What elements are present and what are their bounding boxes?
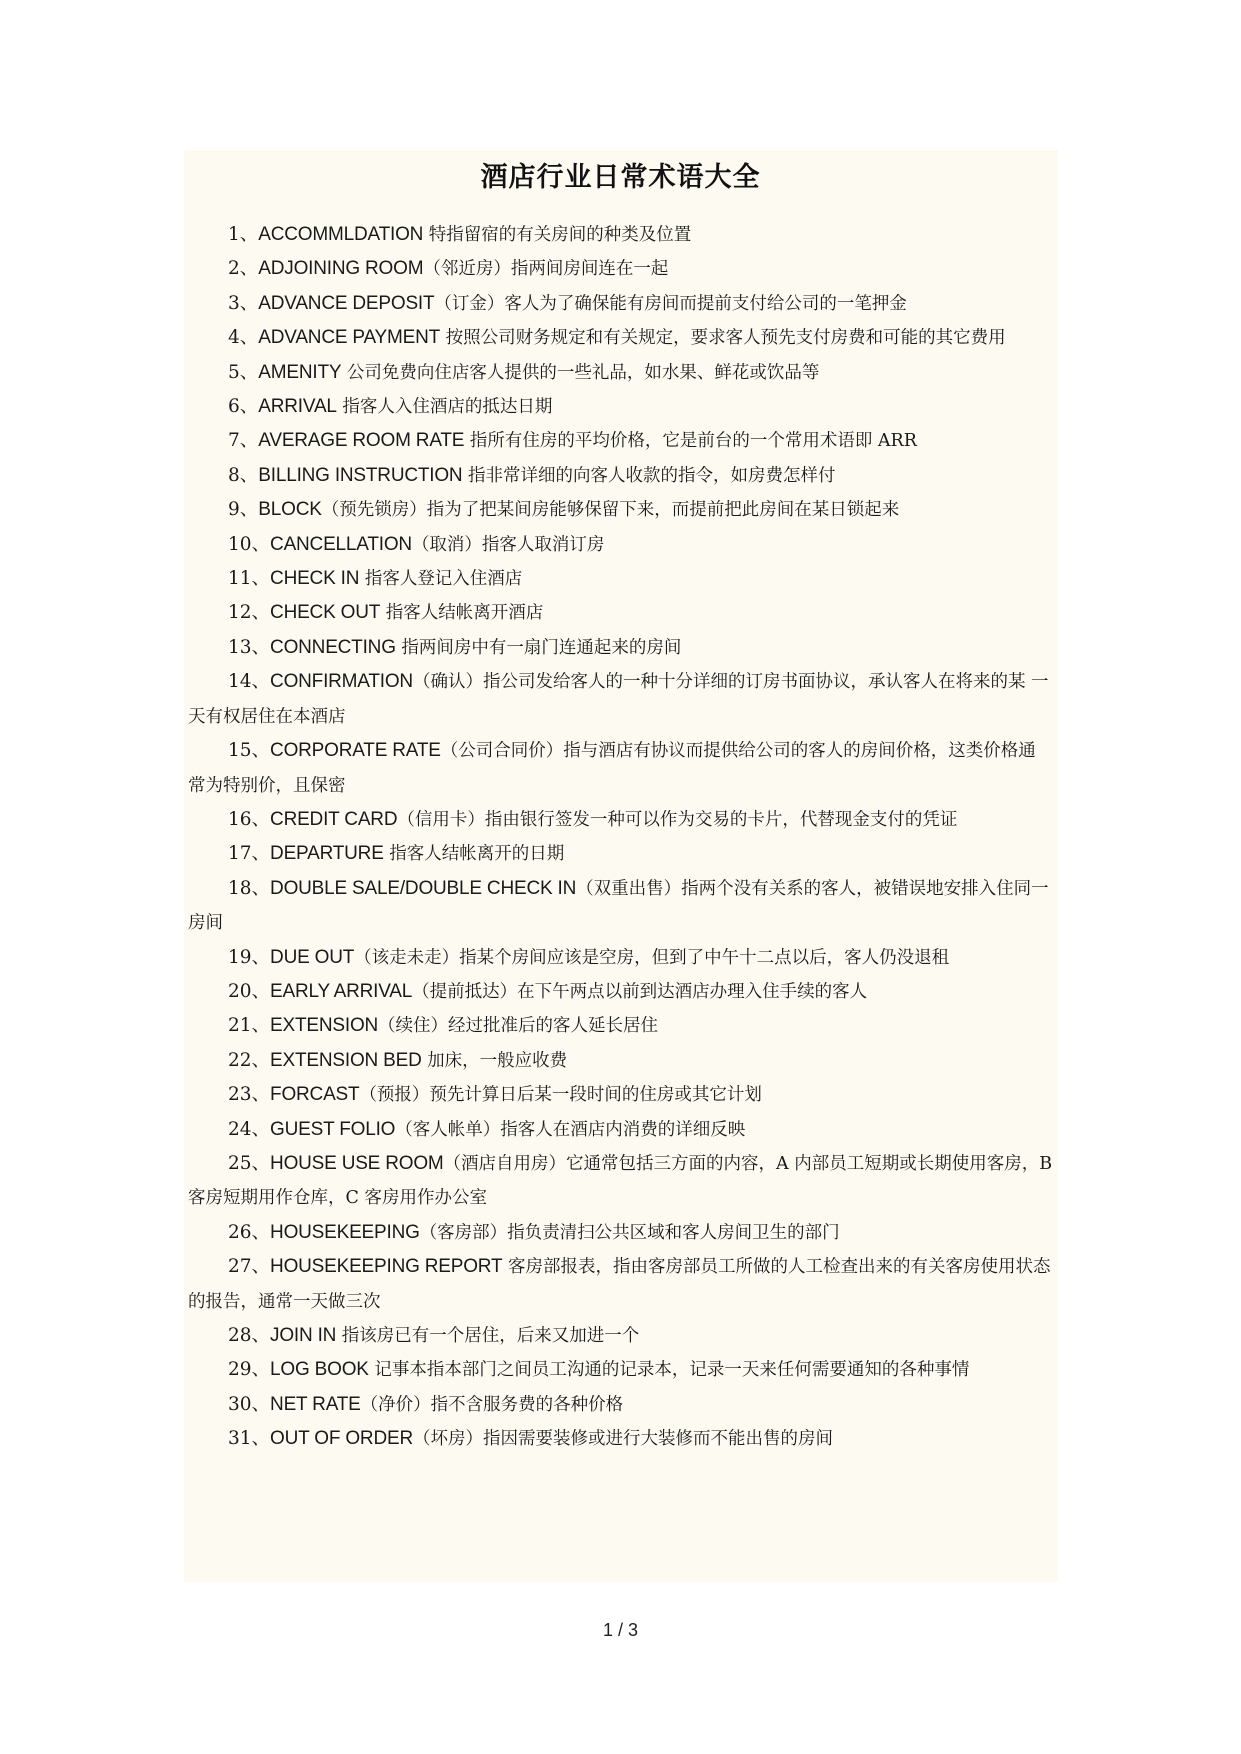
entry-number: 1、 (228, 224, 259, 245)
entry-number: 19、 (228, 946, 271, 968)
entry-term: HOUSEKEEPING (270, 1221, 420, 1243)
entry-description: （续住）经过批准后的客人延长居住 (378, 1016, 659, 1037)
term-entry (188, 1250, 1058, 1319)
term-entry (188, 596, 1058, 630)
term-entry (188, 837, 1058, 871)
entry-term: NET RATE (270, 1393, 361, 1415)
term-entry (188, 1216, 1058, 1250)
entry-number: 29、 (228, 1359, 271, 1381)
entry-description: （取消）指客人取消订房 (411, 534, 605, 555)
entry-description: （该走未走）指某个房间应该是空房，但到了中午十二点以后，客人仍没退租 (354, 947, 950, 968)
entry-term: CANCELLATION (270, 533, 412, 555)
term-entry (188, 734, 1058, 803)
term-entry (188, 941, 1058, 975)
entry-term: CONFIRMATION (270, 671, 413, 693)
entry-term: LOG BOOK (270, 1359, 369, 1381)
entry-number: 13、 (228, 636, 271, 658)
entry-description: 指客人入住酒店的抵达日期 (336, 397, 553, 418)
entry-number: 4、 (228, 327, 259, 349)
term-entry (188, 1044, 1058, 1078)
entry-description: 特指留宿的有关房间的种类及位置 (423, 225, 692, 245)
entry-description: （邻近房）指两间房间连在一起 (423, 259, 669, 280)
entry-term: ADJOINING ROOM (258, 258, 424, 280)
entry-number: 31、 (228, 1428, 271, 1450)
entry-term: EXTENSION BED (270, 1049, 422, 1071)
term-entry (188, 218, 1058, 252)
entry-number: 27、 (228, 1256, 271, 1278)
entry-number: 7、 (228, 430, 259, 452)
entry-description: （预先锁房）指为了把某间房能够保留下来，而提前把此房间在某日锁起来 (321, 500, 900, 521)
entry-term: AVERAGE ROOM RATE (258, 430, 465, 452)
term-entry (188, 975, 1058, 1009)
entry-number: 15、 (228, 740, 271, 762)
entry-term: BLOCK (258, 499, 322, 521)
term-entry (188, 1009, 1058, 1043)
entry-term: OUT OF ORDER (270, 1428, 413, 1450)
term-entry (188, 459, 1058, 493)
entry-term: ARRIVAL (258, 396, 337, 418)
term-entry (188, 872, 1058, 941)
entry-number: 26、 (228, 1221, 271, 1243)
entry-term: CREDIT CARD (270, 808, 398, 830)
term-entry (188, 1353, 1058, 1387)
entry-term: DOUBLE SALE/DOUBLE CHECK IN (270, 877, 577, 899)
entry-term: CHECK OUT (270, 602, 381, 624)
entry-description: 指该房已有一个居住，后来又加进一个 (336, 1326, 640, 1346)
entry-term: EXTENSION (270, 1015, 379, 1037)
entry-description: （客人帐单）指客人在酒店内消费的详细反映 (395, 1119, 746, 1140)
entry-number: 25、 (228, 1152, 271, 1174)
term-entry (188, 356, 1058, 390)
entry-term: JOIN IN (270, 1325, 337, 1346)
term-list (188, 218, 1058, 1457)
entry-number: 6、 (228, 396, 259, 418)
entry-term: DUE OUT (270, 946, 355, 968)
entry-number: 8、 (228, 464, 259, 486)
entry-description: 记事本指本部门之间员工沟通的记录本，记录一天来任何需要通知的各种事情 (368, 1360, 970, 1381)
entry-number: 9、 (228, 499, 259, 521)
entry-number: 16、 (228, 808, 271, 830)
entry-description: （公司合同价）指与酒店有协议而提供给公司的客人的房间价格，这类价格通 常为特别价，且保密 (188, 741, 1036, 796)
entry-number: 17、 (228, 843, 271, 865)
entry-number: 24、 (228, 1118, 271, 1140)
entry-description: 加床，一般应收费 (421, 1050, 568, 1071)
entry-term: ADVANCE DEPOSIT (258, 292, 435, 314)
entry-number: 30、 (228, 1393, 271, 1415)
entry-description: （预报）预先计算日后某一段时间的住房或其它计划 (359, 1085, 762, 1106)
page-number: 1 / 3 (602, 1620, 639, 1640)
entry-description: （酒店自用房）它通常包括三方面的内容，A 内部员工短期或长期使用客房，B 客房短期用作仓库，C 客房用作办公室 (188, 1153, 1053, 1209)
entry-number: 22、 (228, 1049, 271, 1071)
entry-description: 按照公司财务规定和有关规定，要求客人预先支付房费和可能的其它费用 (440, 328, 1006, 349)
entry-term: ADVANCE PAYMENT (258, 327, 441, 349)
entry-description: （净价）指不含服务费的各种价格 (360, 1394, 624, 1415)
term-entry (188, 1388, 1058, 1422)
term-entry (188, 631, 1058, 665)
term-entry (188, 1078, 1058, 1112)
term-entry (188, 493, 1058, 527)
entry-term: HOUSE USE ROOM (270, 1152, 444, 1174)
entry-term: EARLY ARRIVAL (270, 980, 413, 1002)
entry-description: 指客人登记入住酒店 (359, 569, 523, 590)
term-entry (188, 424, 1058, 458)
entry-term: FORCAST (270, 1084, 360, 1106)
entry-number: 3、 (228, 292, 259, 314)
entry-description: 公司免费向住店客人提供的一些礼品，如水果、鲜花或饮品等 (341, 362, 820, 383)
entry-number: 20、 (228, 980, 271, 1002)
term-entry (188, 528, 1058, 562)
term-entry (188, 1147, 1058, 1216)
entry-description: 指客人结帐离开酒店 (380, 603, 544, 624)
entry-description: 指两间房中有一扇门连通起来的房间 (395, 637, 682, 658)
term-entry (188, 665, 1058, 734)
term-entry (188, 390, 1058, 424)
term-entry (188, 1319, 1058, 1353)
entry-number: 28、 (228, 1325, 271, 1346)
term-entry (188, 803, 1058, 837)
entry-description: （确认）指公司发给客人的一种十分详细的订房书面协议，承认客人在将来的某 一天有权居住在本酒店 (188, 672, 1049, 727)
entry-term: ACCOMMLDATION (258, 224, 424, 245)
entry-number: 10、 (228, 533, 271, 555)
entry-number: 14、 (228, 671, 271, 693)
entry-description: （提前抵达）在下午两点以前到达酒店办理入住手续的客人 (412, 981, 868, 1002)
entry-description: 指非常详细的向客人收款的指令，如房费怎样付 (462, 465, 836, 486)
entry-description: （客房部）指负责清扫公共区域和客人房间卫生的部门 (419, 1222, 840, 1243)
entry-number: 11、 (228, 568, 271, 590)
entry-description: 指客人结帐离开的日期 (383, 844, 565, 865)
entry-description: （坏房）指因需要装修或进行大装修而不能出售的房间 (412, 1429, 833, 1450)
entry-term: CHECK IN (270, 568, 360, 590)
entry-term: GUEST FOLIO (270, 1118, 396, 1140)
entry-number: 21、 (228, 1015, 271, 1037)
term-entry (188, 321, 1058, 355)
entry-term: BILLING INSTRUCTION (258, 464, 463, 486)
entry-description: （信用卡）指由银行签发一种可以作为交易的卡片，代替现金支付的凭证 (397, 809, 958, 830)
document-title: 酒店行业日常术语大全 (480, 162, 761, 193)
entry-term: HOUSEKEEPING REPORT (270, 1256, 503, 1278)
term-entry (188, 562, 1058, 596)
entry-term: CONNECTING (270, 636, 396, 658)
entry-term: CORPORATE RATE (270, 740, 441, 762)
entry-term: AMENITY (258, 361, 342, 383)
entry-description: （订金）客人为了确保能有房间而提前支付给公司的一笔押金 (434, 293, 907, 314)
entry-number: 23、 (228, 1084, 271, 1106)
entry-number: 5、 (228, 361, 259, 383)
entry-number: 2、 (228, 258, 259, 280)
term-entry (188, 287, 1058, 321)
term-entry (188, 1422, 1058, 1456)
term-entry (188, 1113, 1058, 1147)
entry-description: （双重出售）指两个没有关系的客人，被错误地安排入住同一房间 (188, 878, 1049, 934)
entry-description: 客房部报表，指由客房部员工所做的人工检查出来的有关客房使用状态的报告，通常一天做三次 (188, 1257, 1051, 1312)
entry-description: 指所有住房的平均价格，它是前台的一个常用术语即 ARR (464, 431, 917, 452)
entry-number: 18、 (228, 877, 271, 899)
entry-number: 12、 (228, 602, 271, 624)
term-entry (188, 252, 1058, 286)
entry-term: DEPARTURE (270, 843, 384, 865)
